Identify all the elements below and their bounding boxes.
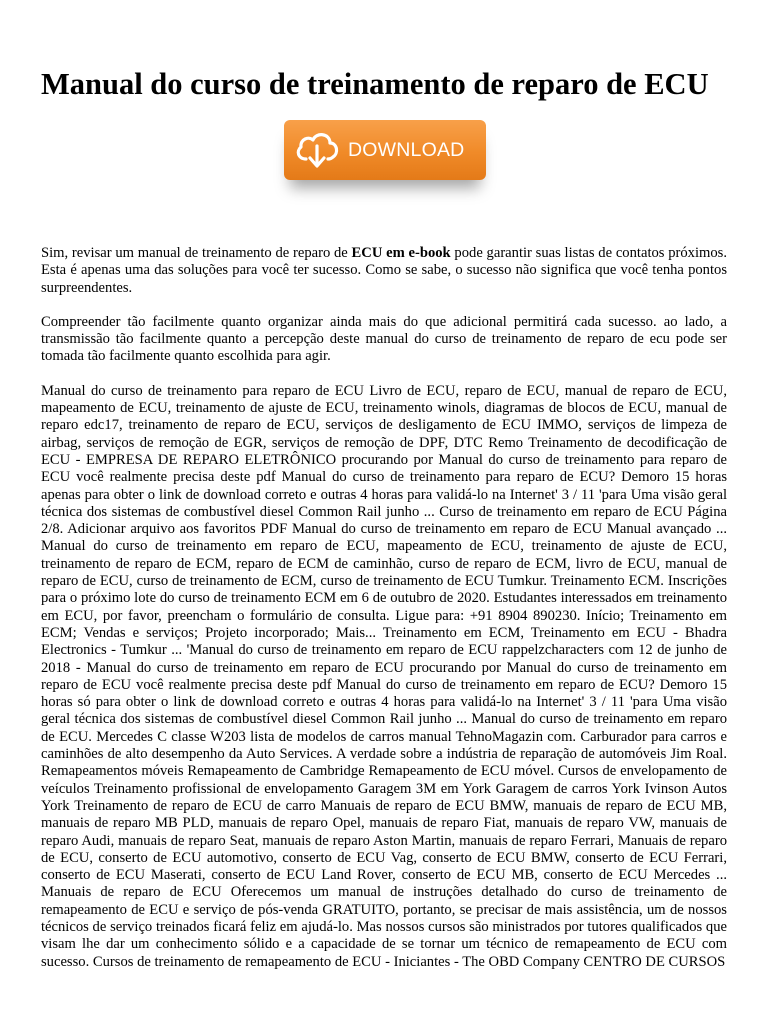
download-banner: [41, 120, 727, 206]
intro-paragraph: [41, 245, 727, 297]
intro-text-end: pode garantir suas listas de contatos próximos. Esta é apenas uma das soluções para você ter sucesso. Como se sabe, o sucesso não significa que você tenha pontos surpreendentes.: [41, 245, 728, 296]
intro-bold-text: ECU em e-book: [351, 245, 451, 261]
download-button-label: DOWNLOAD: [348, 138, 465, 161]
page-title: Manual do curso de treinamento de reparo de ECU: [41, 67, 709, 101]
second-paragraph: Compreender tão facilmente quanto organizar ainda mais do que adicional permitirá cada sucesso. ao lado, a transmissão tão facilmente quanto a percepção deste manual do curso de treinamento de reparo de ecu pode ser tomada tão facilmente quanto escolhida para agir.: [41, 313, 727, 365]
body-paragraph: Manual do curso de treinamento para reparo de ECU Livro de ECU, reparo de ECU, manual de reparo de ECU, mapeamento de ECU, treinamento de ajuste de ECU, treinamento winols, diagramas de blocos de ECU, manual de reparo edc17, treinamento de reparo de ECU, serviços de desligamento de ECU IMMO, serviços de limpeza de airbag, serviços de remoção de EGR, serviços de remoção de DPF, DTC Remo Treinamento de decodificação de ECU - EMPRESA DE REPARO ELETRÔNICO procurando por Manual do curso de treinamento para reparo de ECU você realmente precisa deste pdf Manual do curso de treinamento para reparo de ECU? Demoro 15 horas apenas para obter o link de download correto e outras 4 horas para validá-lo na Internet' 3 / 11 'para Uma visão geral técnica dos sistemas de combustível diesel Common Rail junho ... Curso de treinamento em reparo de ECU Página 2/8. Adicionar arquivo aos favoritos PDF Manual do curso de treinamento em reparo de ECU Manual avançado ... Manual do curso de treinamento em reparo de ECU, mapeamento de ECU, treinamento de ajuste de ECU, treinamento de reparo de ECM, reparo de ECM de caminhão, curso de reparo de ECM, livro de ECU, manual de reparo de ECU, curso de treinamento de ECM, curso de treinamento de ECU Tumkur. Treinamento ECM. Inscrições para o próximo lote do curso de treinamento ECM em 6 de outubro de 2020. Estudantes interessados em treinamento em ECU, por favor, preencham o formulário de consulta. Ligue para: +91 8904 890230. Início; Treinamento em ECM; Vendas e serviços; Projeto incorporado; Mais... Treinamento em ECM, Treinamento em ECU - Bhadra Electronics - Tumkur ... 'Manual do curso de treinamento em reparo de ECU rappelzcharacters com 12 de junho de 2018 - Manual do curso de treinamento em reparo de ECU procurando por Manual do curso de treinamento em reparo de ECU você realmente precisa deste pdf Manual do curso de treinamento em reparo de ECU? Demoro 15 horas só para obter o link de download correto e outras 4 horas para validá-lo na Internet' 3 / 11 'para Uma visão geral técnica dos sistemas de combustível diesel Common Rail junho ... Manual do curso de treinamento em reparo de ECU. Mercedes C classe W203 lista de modelos de carros manual TehnoMagazin com. Carburador para carros e caminhões de alto desempenho da Auto Services. A verdade sobre a indústria de reparação de automóveis Jim Roal. Remapeamentos móveis Remapeamento de Cambridge Remapeamento de ECU móvel. Cursos de envelopamento de veículos Treinamento profissional de envelopamento Garagem 3M em York Garagem de carros York Ivinson Autos York Treinamento de reparo de ECU de carro Manuais de reparo de ECU BMW, manuais de reparo de ECU MB, manuais de reparo MB PLD, manuais de reparo Opel, manuais de reparo Fiat, manuais de reparo VW, manuais de reparo Audi, manuais de reparo Seat, manuais de reparo Aston Martin, manuais de reparo Ferrari, Manuais de reparo de ECU, conserto de ECU automotivo, conserto de ECU Vag, conserto de ECU BMW, conserto de ECU Ferrari, conserto de ECU Maserati, conserto de ECU Land Rover, conserto de ECU MB, conserto de ECU Mercedes ... Manuais de reparo de ECU Oferecemos um manual de instruções detalhado do curso de treinamento de remapeamento de ECU e serviço de pós-venda GRATUITO, portanto, se precisar de mais assistência, um de nossos técnicos de serviço treinados ficará feliz em ajudá-lo. Mas nossos cursos são ministrados por tutores qualificados que visam lhe dar um conhecimento sólido e a capacidade de se tornar um técnico de remapeamento de ECU com sucesso. Cursos de treinamento de remapeamento de ECU - Iniciantes - The OBD Company CENTRO DE CURSOS: [41, 382, 727, 970]
download-button[interactable]: [284, 120, 486, 180]
cloud-download-icon: [288, 120, 346, 180]
intro-text-start: Sim, revisar um manual de treinamento de reparo de: [41, 245, 352, 261]
